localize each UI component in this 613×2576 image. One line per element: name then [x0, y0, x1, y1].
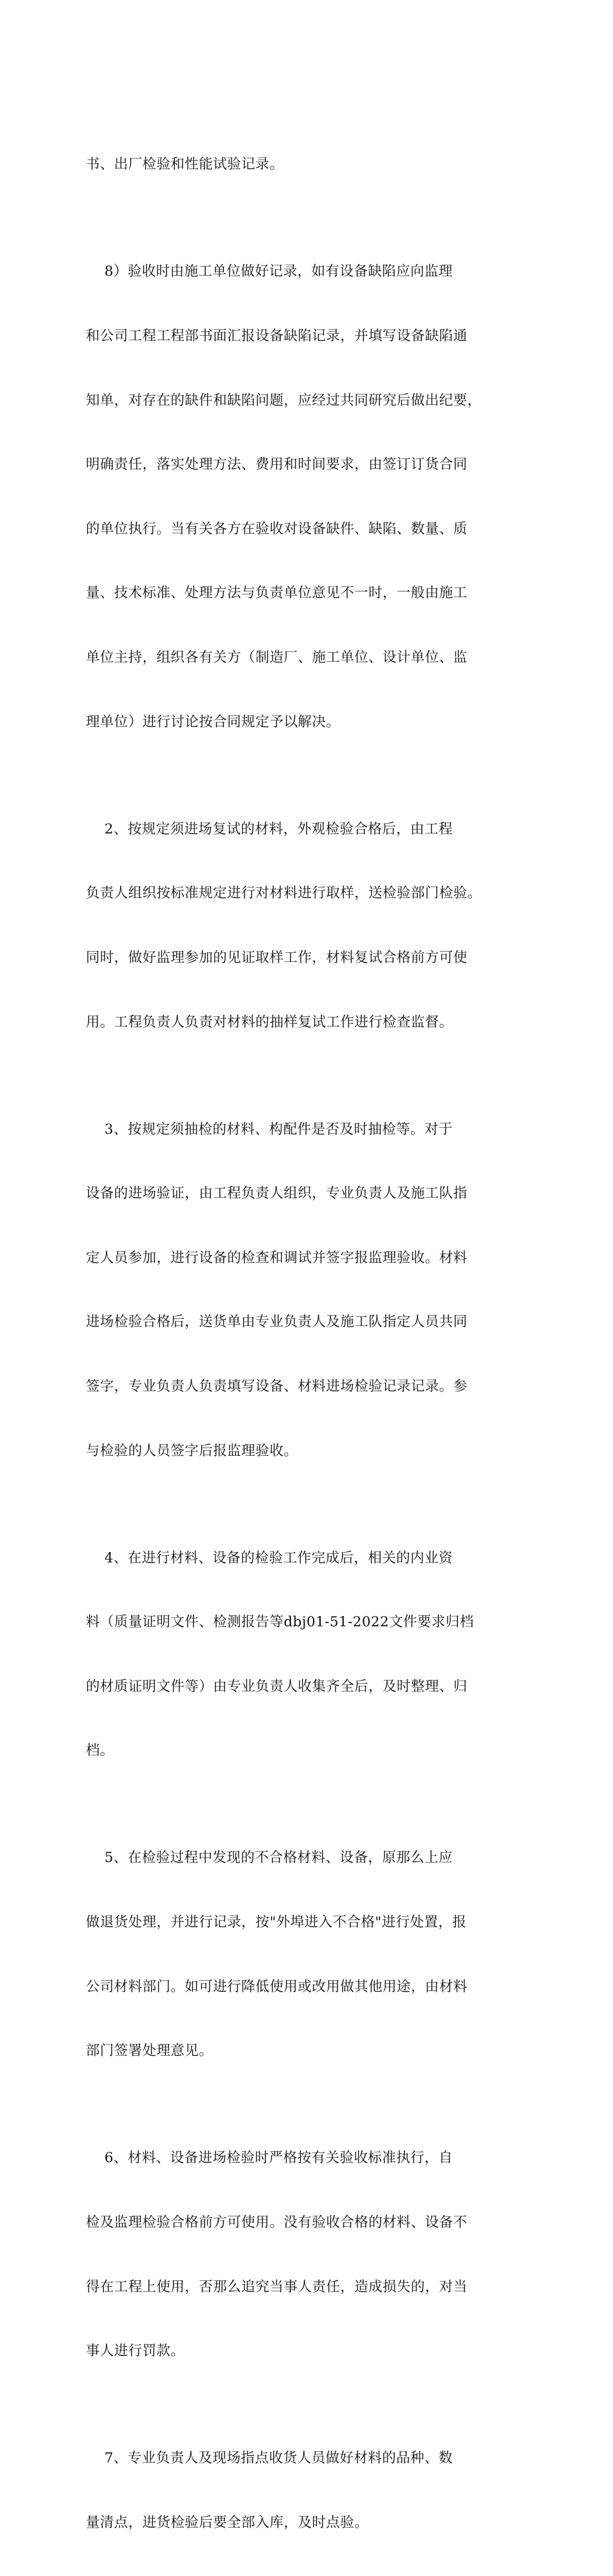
text-line: 4、在进行材料、设备的检验工作完成后，相关的内业资 [86, 1549, 453, 1566]
text-line: 量清点，进货检验后要全部入库，及时点验。 [86, 2514, 369, 2531]
text-line: 同时，做好监理参加的见证取样工作，材料复试合格前方可使 [86, 949, 468, 966]
text-line: 2、按规定须进场复试的材料，外观检验合格后，由工程 [86, 821, 453, 837]
paragraph-item-8 [86, 218, 531, 775]
text-line: 量、技术标准、处理方法与负责单位意见不一时，一般由施工 [86, 585, 468, 602]
text-line: 做退货处理，并进行记录，按"外埠进入不合格"进行处置，报 [86, 1914, 467, 1931]
text-line: 单位主持，组织各有关方（制造厂、施工单位、设计单位、监 [86, 649, 468, 666]
text-line: 用。工程负责人负责对材料的抽样复试工作进行检查监督。 [86, 1014, 454, 1030]
paragraph-item-4 [86, 1504, 531, 1804]
text-line: 8）验收时由施工单位做好记录，如有设备缺陷应向监理 [86, 263, 453, 280]
paragraph-item-7 [86, 2405, 531, 2576]
text-line: 5、在检验过程中发现的不合格材料、设备，原那么上应 [86, 1850, 453, 1866]
text-line: 检及监理检验合格前方可使用。没有验收合格的材料、设备不 [86, 2214, 468, 2231]
text-line: 3、按规定须抽检的材料、构配件是否及时抽检等。对于 [86, 1121, 453, 1138]
text-line: 7、专业负责人及现场指点收货人员做好材料的品种、数 [86, 2450, 453, 2467]
text-line: 签字，专业负责人负责填写设备、材料进场检验记录记录。参 [86, 1378, 468, 1395]
text-line: 知单，对存在的缺件和缺陷问题，应经过共同研究后做出纪要， [86, 392, 482, 409]
paragraph-item-2 [86, 775, 531, 1076]
text-line: 负责人组织按标准规定进行对材料进行取样，送检验部门检验。 [86, 885, 482, 902]
text-line: 公司材料部门。如可进行降低使用或改用做其他用途，由材料 [86, 1978, 468, 1995]
text-line: 得在工程上使用，否那么追究当事人责任，造成损失的，对当 [86, 2278, 468, 2295]
text-line: 部门签署处理意见。 [86, 2043, 214, 2060]
text-line: 和公司工程工程部书面汇报设备缺陷记录，并填写设备缺陷通 [86, 328, 468, 345]
text-line: 6、材料、设备进场检验时严格按有关验收标准执行，自 [86, 2150, 453, 2167]
text-line: 明确责任，落实处理方法、费用和时间要求，由签订订货合同 [86, 456, 468, 473]
text-line: 档。 [86, 1743, 114, 1759]
text-line: 料（质量证明文件、检测报告等dbj01-51-2022文件要求归档 [86, 1614, 474, 1631]
paragraph-item-6 [86, 2105, 531, 2405]
text-line: 事人进行罚款。 [86, 2343, 185, 2360]
text-line: 书、出厂检验和性能试验记录。 [86, 156, 284, 173]
text-line: 定人员参加，进行设备的检查和调试并签字报监理验收。材料 [86, 1249, 468, 1266]
text-line: 与检验的人员签字后报监理验收。 [86, 1442, 298, 1459]
text-line: 进场检验合格后，送货单由专业负责人及施工队指定人员共同 [86, 1314, 468, 1331]
document-body [86, 111, 531, 2576]
text-line: 的单位执行。当有关各方在验收对设备缺件、缺陷、数量、质 [86, 520, 468, 537]
paragraph-continuation [86, 111, 531, 218]
paragraph-item-5 [86, 1804, 531, 2105]
text-line: 的材质证明文件等）由专业负责人收集齐全后，及时整理、归 [86, 1678, 468, 1695]
text-line: 设备的进场验证，由工程负责人组织，专业负责人及施工队指 [86, 1185, 468, 1202]
paragraph-item-3 [86, 1076, 531, 1504]
text-line: 理单位）进行讨论按合同规定予以解决。 [86, 713, 341, 730]
